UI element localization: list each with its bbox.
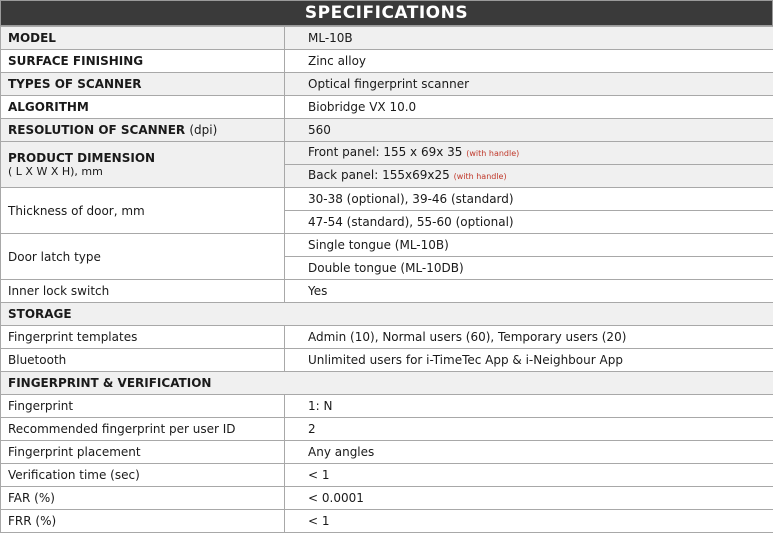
thickness-label: Thickness of door, mm xyxy=(1,188,285,234)
surface-value: Zinc alloy xyxy=(285,50,773,73)
table-row xyxy=(1,50,773,73)
resolution-label xyxy=(1,119,285,142)
frr-value: < 1 xyxy=(285,510,773,533)
table-row xyxy=(1,464,773,487)
frr-label: FRR (%) xyxy=(1,510,285,533)
fingerprint-label: Fingerprint xyxy=(1,395,285,418)
scanner-type-value: Optical fingerprint scanner xyxy=(285,73,773,96)
latch-value-2: Double tongue (ML-10DB) xyxy=(285,257,773,280)
table-row xyxy=(1,142,773,165)
table-row xyxy=(1,96,773,119)
table-row xyxy=(1,188,773,211)
dimension-front xyxy=(285,142,773,165)
dimension-back-text: Back panel: 155x69x25 xyxy=(308,168,450,182)
resolution-label-text: RESOLUTION OF SCANNER xyxy=(8,123,185,137)
specifications-title: SPECIFICATIONS xyxy=(0,0,773,26)
section-row xyxy=(1,372,773,395)
algorithm-label: ALGORITHM xyxy=(1,96,285,119)
table-row xyxy=(1,349,773,372)
bluetooth-label: Bluetooth xyxy=(1,349,285,372)
dimension-label-sub: ( L X W X H), mm xyxy=(8,165,277,179)
dimension-label xyxy=(1,142,285,188)
dimension-label-text: PRODUCT DIMENSION xyxy=(8,151,277,165)
placement-value: Any angles xyxy=(285,441,773,464)
inner-lock-value: Yes xyxy=(285,280,773,303)
inner-lock-label: Inner lock switch xyxy=(1,280,285,303)
latch-label: Door latch type xyxy=(1,234,285,280)
far-label: FAR (%) xyxy=(1,487,285,510)
specifications-table xyxy=(0,26,773,533)
surface-label: SURFACE FINISHING xyxy=(1,50,285,73)
bluetooth-value: Unlimited users for i-TimeTec App & i-Neighbour App xyxy=(285,349,773,372)
fingerprint-value: 1: N xyxy=(285,395,773,418)
table-row xyxy=(1,280,773,303)
scanner-type-label: TYPES OF SCANNER xyxy=(1,73,285,96)
fingerprint-section-heading: FINGERPRINT & VERIFICATION xyxy=(1,372,773,395)
storage-section-heading: STORAGE xyxy=(1,303,773,326)
thickness-value-2: 47-54 (standard), 55-60 (optional) xyxy=(285,211,773,234)
recommended-value: 2 xyxy=(285,418,773,441)
verification-label: Verification time (sec) xyxy=(1,464,285,487)
table-row xyxy=(1,418,773,441)
algorithm-value: Biobridge VX 10.0 xyxy=(285,96,773,119)
placement-label: Fingerprint placement xyxy=(1,441,285,464)
resolution-unit: (dpi) xyxy=(189,123,217,137)
section-row xyxy=(1,303,773,326)
resolution-value: 560 xyxy=(285,119,773,142)
table-row xyxy=(1,487,773,510)
dimension-front-text: Front panel: 155 x 69x 35 xyxy=(308,145,462,159)
templates-value: Admin (10), Normal users (60), Temporary users (20) xyxy=(285,326,773,349)
verification-value: < 1 xyxy=(285,464,773,487)
table-row xyxy=(1,395,773,418)
templates-label: Fingerprint templates xyxy=(1,326,285,349)
recommended-label: Recommended fingerprint per user ID xyxy=(1,418,285,441)
table-row xyxy=(1,326,773,349)
model-value: ML-10B xyxy=(285,27,773,50)
table-row xyxy=(1,510,773,533)
table-row xyxy=(1,27,773,50)
latch-value-1: Single tongue (ML-10B) xyxy=(285,234,773,257)
far-value: < 0.0001 xyxy=(285,487,773,510)
thickness-value-1: 30-38 (optional), 39-46 (standard) xyxy=(285,188,773,211)
model-label: MODEL xyxy=(1,27,285,50)
dimension-back-note: (with handle) xyxy=(454,172,507,181)
dimension-front-note: (with handle) xyxy=(466,149,519,158)
dimension-back xyxy=(285,165,773,188)
table-row xyxy=(1,441,773,464)
table-row xyxy=(1,234,773,257)
table-row xyxy=(1,119,773,142)
table-row xyxy=(1,73,773,96)
